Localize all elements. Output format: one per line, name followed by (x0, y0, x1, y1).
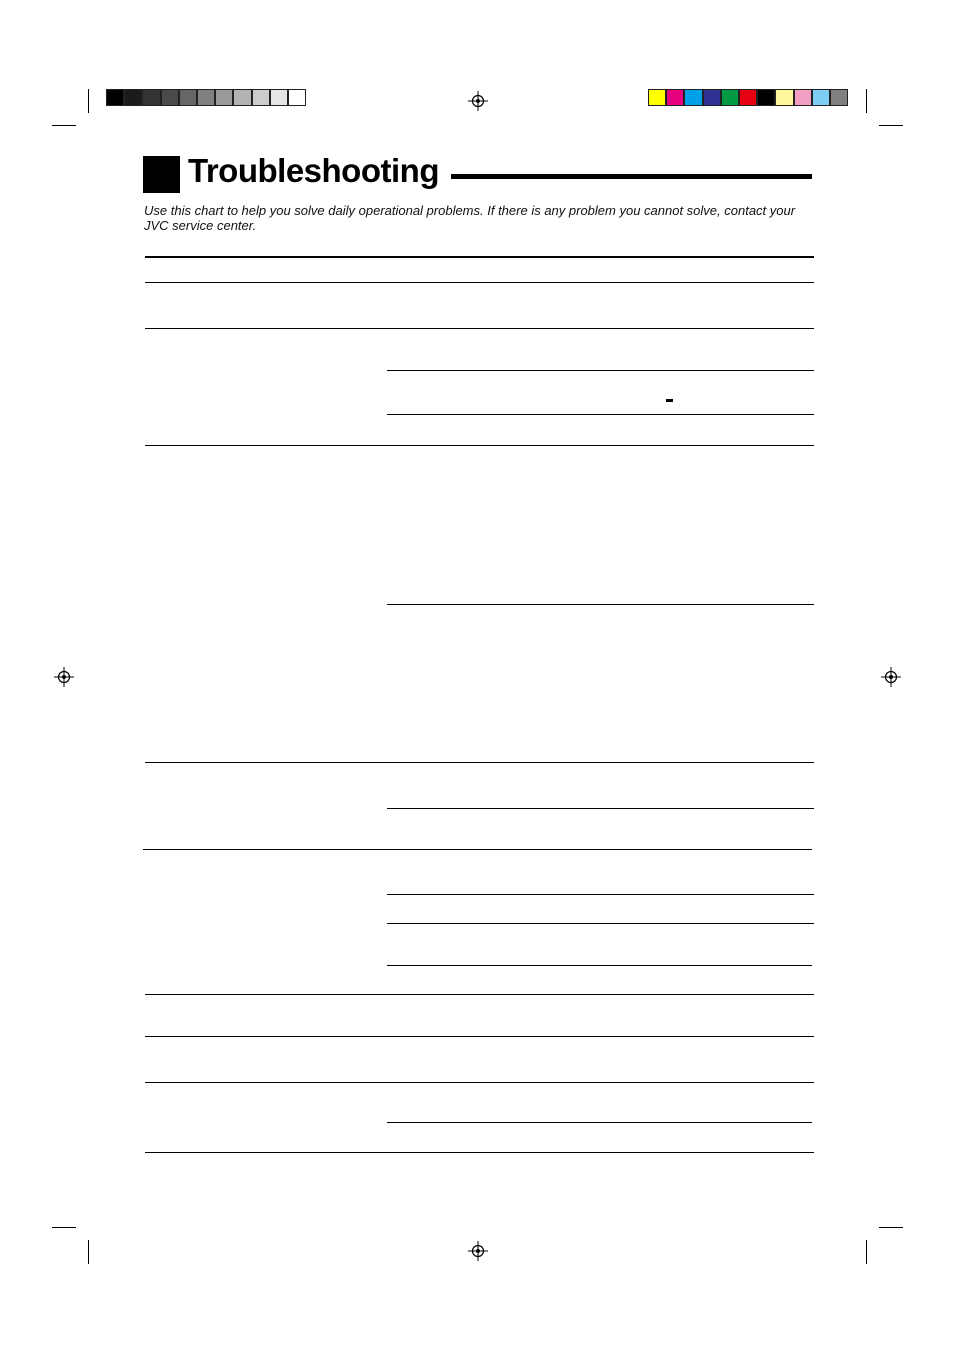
grayscale-swatch (288, 89, 306, 106)
table-subrule (387, 1122, 812, 1123)
table-subrule (387, 923, 814, 924)
grayscale-swatch (270, 89, 288, 106)
color-swatch (666, 89, 684, 106)
color-swatch (721, 89, 739, 106)
crop-mark-bottom-left-h (52, 1227, 76, 1228)
color-swatch (757, 89, 775, 106)
table-rule (145, 994, 814, 995)
registration-mark-right-icon (881, 667, 901, 687)
crop-mark-bottom-right-v (866, 1240, 867, 1264)
registration-mark-top-icon (468, 91, 488, 111)
grayscale-swatch (197, 89, 215, 106)
page-title: Troubleshooting (188, 152, 439, 189)
crop-mark-top-right-h (879, 125, 903, 126)
crop-mark-top-left-v (88, 89, 89, 113)
table-rule (143, 849, 812, 850)
section-marker-block (143, 156, 180, 193)
table-rule (145, 1036, 814, 1037)
grayscale-swatch (252, 89, 270, 106)
registration-mark-bottom-icon (468, 1241, 488, 1261)
color-swatch (703, 89, 721, 106)
table-subrule (387, 808, 814, 809)
table-rule (145, 762, 814, 763)
table-rule (145, 328, 814, 329)
color-swatch (739, 89, 757, 106)
table-subrule (387, 414, 814, 415)
table-subrule (387, 965, 812, 966)
table-rule (145, 1082, 814, 1083)
table-rule (145, 282, 814, 283)
intro-text: Use this chart to help you solve daily operational problems. If there is any problem you cannot solve, contact your JVC service center. (144, 203, 796, 233)
crop-mark-top-left-h (52, 125, 76, 126)
grayscale-swatch (106, 89, 124, 106)
crop-mark-top-right-v (866, 89, 867, 113)
color-swatch (684, 89, 702, 106)
color-swatch (830, 89, 848, 106)
color-swatch (794, 89, 812, 106)
grayscale-swatch (233, 89, 251, 106)
color-swatch (648, 89, 666, 106)
table-subrule (387, 894, 814, 895)
table-subrule (387, 370, 814, 371)
table-header-rule (145, 256, 814, 258)
color-swatch (775, 89, 793, 106)
table-subrule (387, 604, 814, 605)
grayscale-swatch (161, 89, 179, 106)
grayscale-swatch (142, 89, 160, 106)
table-rule (145, 1152, 814, 1153)
table-rule (145, 445, 814, 446)
crop-mark-bottom-left-v (88, 1240, 89, 1264)
stray-mark (666, 399, 673, 402)
color-swatch (812, 89, 830, 106)
grayscale-swatch (215, 89, 233, 106)
crop-mark-bottom-right-h (879, 1227, 903, 1228)
grayscale-swatch (124, 89, 142, 106)
title-rule (451, 174, 812, 179)
registration-mark-left-icon (54, 667, 74, 687)
grayscale-swatch (179, 89, 197, 106)
